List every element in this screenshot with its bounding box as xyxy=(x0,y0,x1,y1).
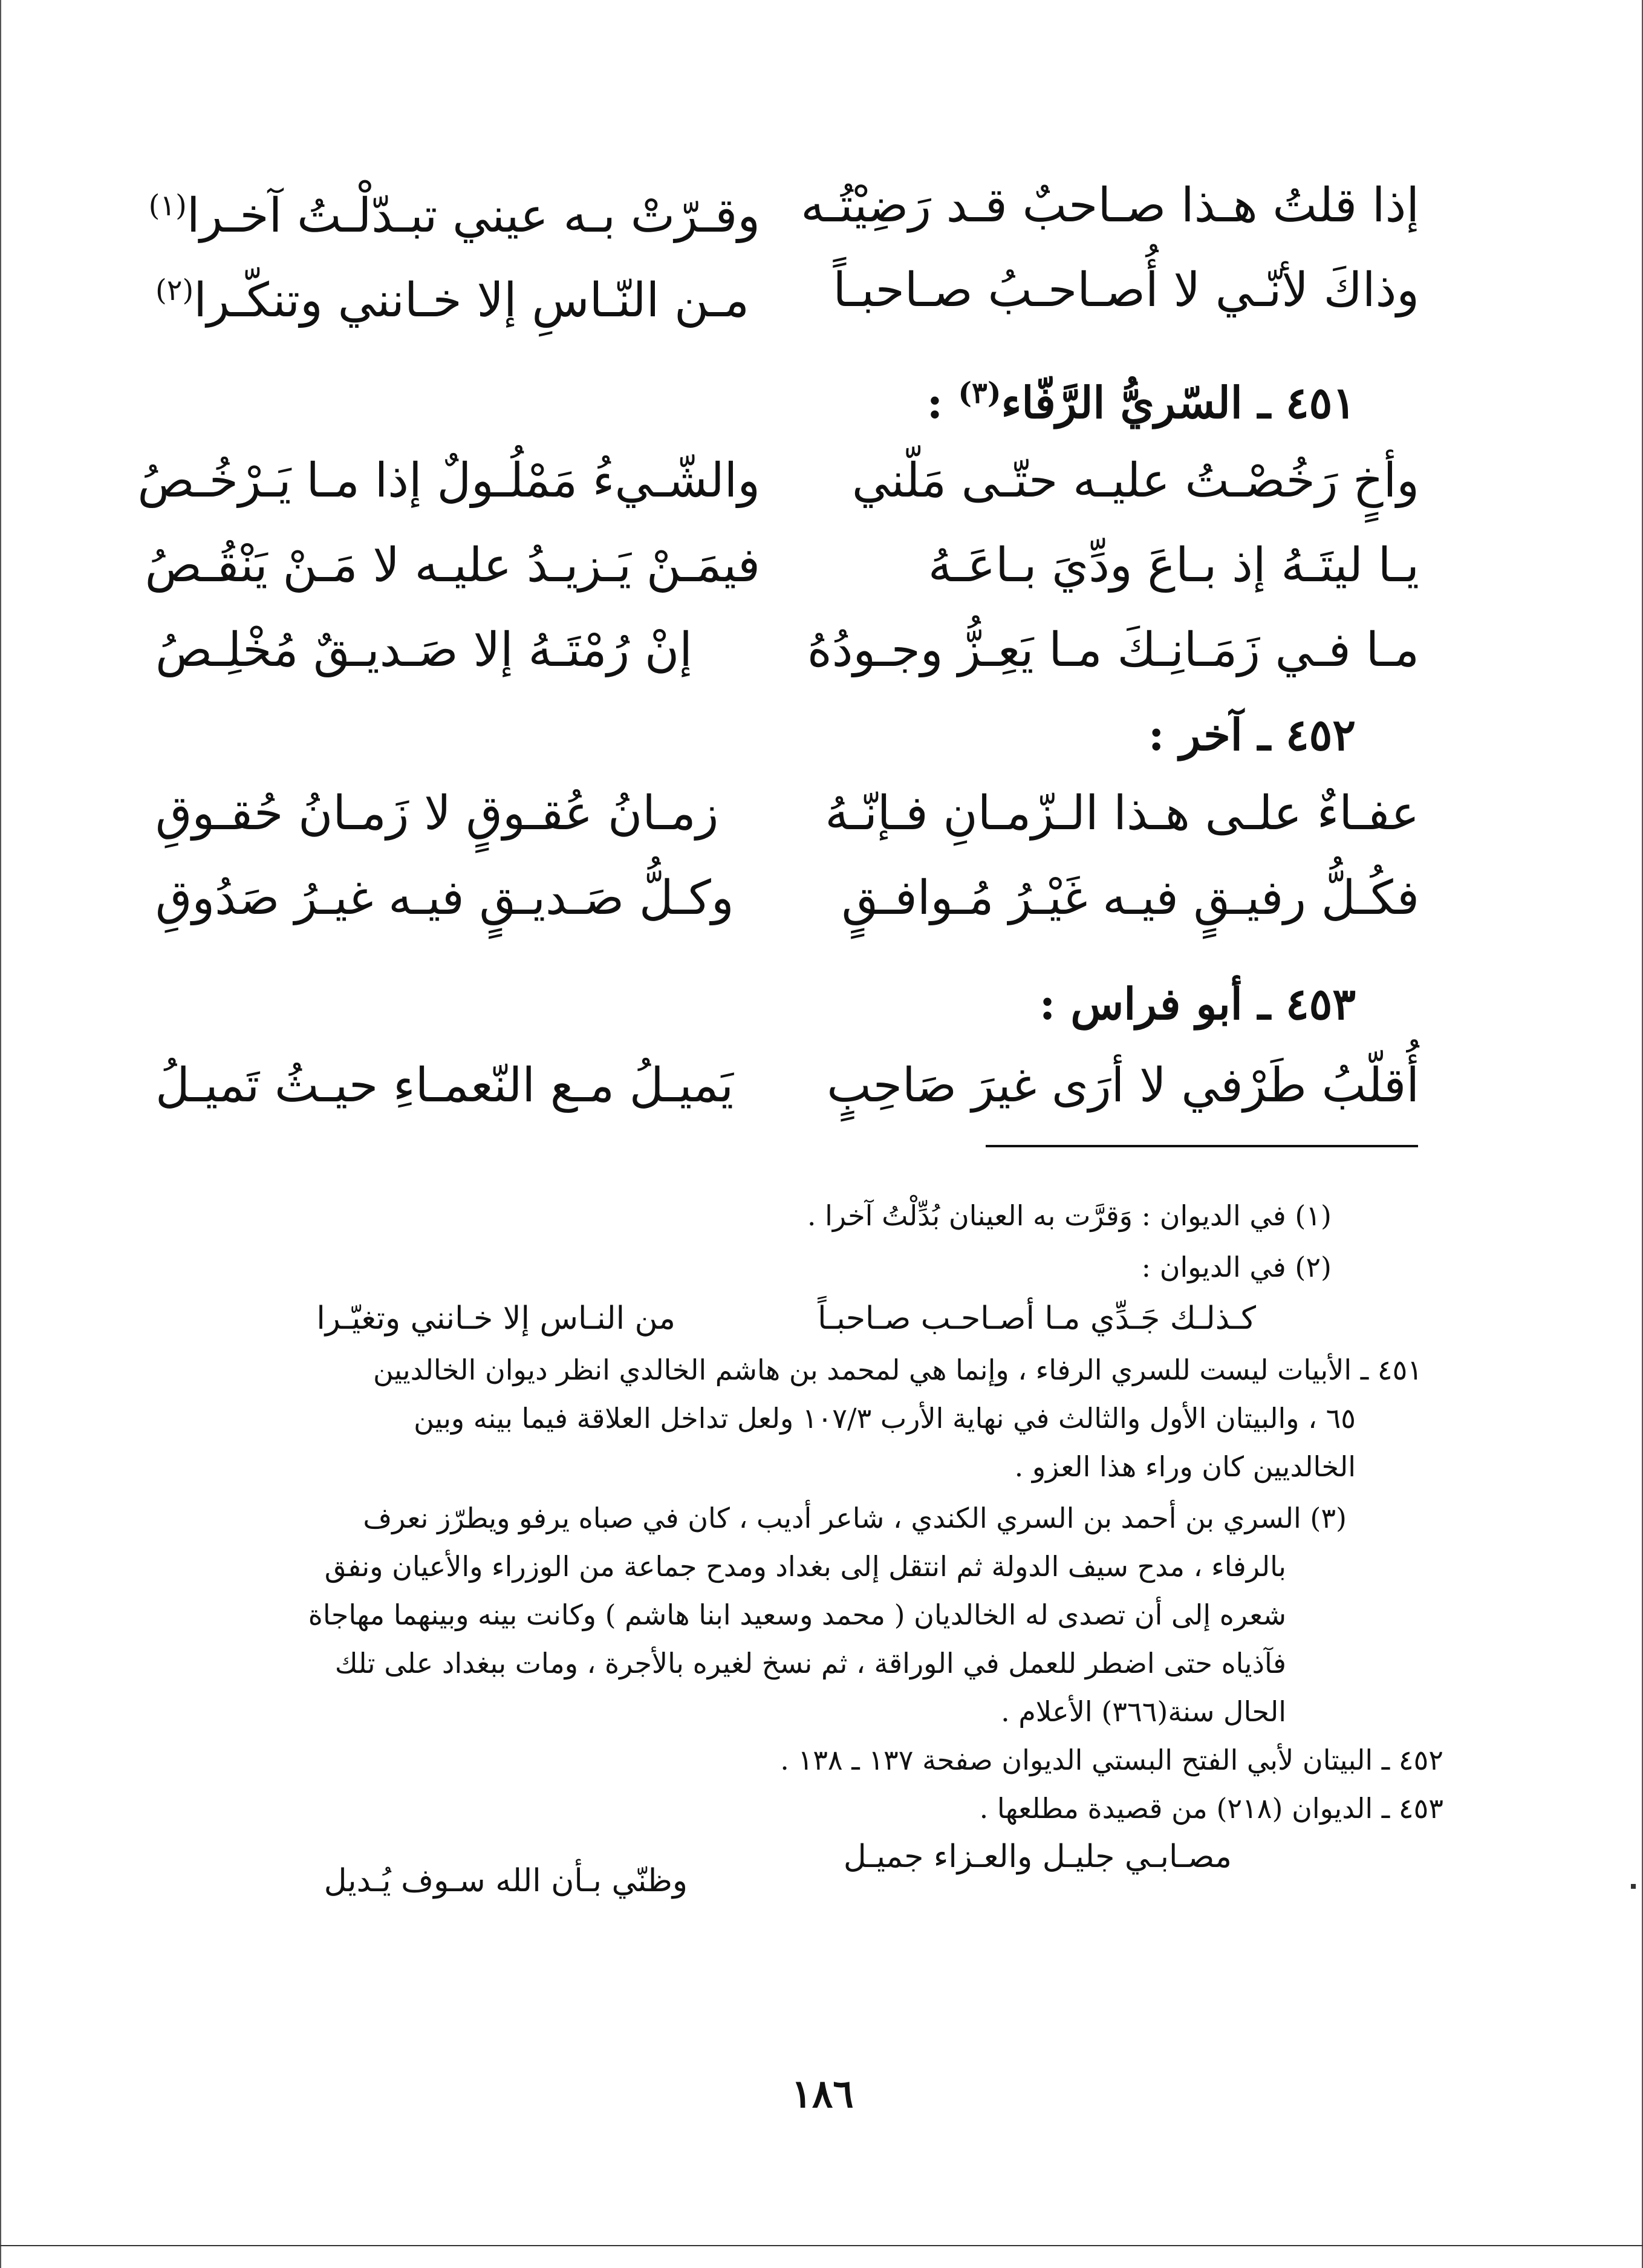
footnote-verse-second: من النـاس إلا خـانني وتغيّـرا xyxy=(316,1300,675,1337)
verse-first-hemistich: يـا ليتَـهُ إذ بـاعَ ودِّيَ بـاعَـهُ xyxy=(928,538,1419,593)
footnote-verse-first: كـذلـك جَـدِّي مـا أصـاحـب صـاحبـاً xyxy=(818,1300,1256,1337)
verse-first-hemistich: عفـاءٌ علـى هـذا الـزّمـانِ فـإنّـهُ xyxy=(825,786,1419,841)
footnote-marker: (٣) xyxy=(958,376,1001,410)
verse-second-hemistich xyxy=(155,245,760,346)
footnote-3-line: (٣) السري بن أحمد بن السري الكندي ، شاعر أديب ، كان في صباه يرفو ويطرّز نعرف xyxy=(363,1502,1347,1534)
footnote-3-line: شعره إلى أن تصدى له الخالديان ( محمد وسعيد ابنا هاشم ) وكانت بينه وبينهما مهاجاة xyxy=(308,1598,1286,1631)
verse-couplet xyxy=(155,605,1419,696)
verse-first-hemistich: مـا فـي زَمَـانِـكَ مـا يَعِـزُّ وجـودُهُ xyxy=(807,623,1419,677)
note-453: ٤٥٣ ـ الديوان (٢١٨) من قصيدة مطلعها . xyxy=(979,1792,1443,1825)
verse-first-hemistich: فكُـلُّ رفيـقٍ فيـه غَيْـرُ مُـوافـقٍ xyxy=(841,871,1419,925)
verse-first-hemistich: وذاكَ لأنّـي لا أُصـاحـبُ صـاحبـاً xyxy=(833,263,1419,318)
verse-couplet xyxy=(155,853,1419,943)
footnote-3-line: فآذياه حتى اضطر للعمل في الوراقة ، ثم نسخ لغيره بالأجرة ، ومات ببغداد على تلك xyxy=(334,1647,1286,1680)
page-number: ١٨٦ xyxy=(791,2071,854,2117)
poem-heading-451 xyxy=(927,351,1356,445)
note-452: ٤٥٢ ـ البيتان لأبي الفتح البستي الديوان صفحة ١٣٧ ـ ١٣٨ . xyxy=(780,1744,1443,1776)
footnote-3-line: الحال سنة(٣٦٦) الأعلام . xyxy=(1001,1695,1286,1728)
footnote-separator xyxy=(986,1145,1418,1147)
note-453-verse-first: مصـابـي جليـل والعـزاء جميـل xyxy=(843,1839,1232,1875)
verse-second-hemistich: وكـلُّ صَـديـقٍ فيـه غيـرُ صَدُوقِ xyxy=(155,871,734,925)
note-451-line: ٦٥ ، والبيتان الأول والثالث في نهاية الأرب ١٠٧/٣ ولعل تداخل العلاقة فيما بينه وبين xyxy=(414,1402,1356,1435)
verse-second-hemistich: زمـانُ عُقـوقٍ لا زَمـانُ حُقـوقِ xyxy=(155,786,719,841)
verse-second-hemistich: فيمَـنْ يَـزيـدُ عليـه لا مَـنْ يَنْقُـصُ xyxy=(145,538,760,593)
verse-couplet xyxy=(155,1040,1419,1131)
verse-first-hemistich: وأخٍ رَخُصْـتُ عليـه حتّـى مَلّني xyxy=(851,454,1419,508)
verse-couplet xyxy=(137,435,1419,526)
verse-second-hemistich: يَميـلُ مـع النّعمـاءِ حيـثُ تَميـلُ xyxy=(155,1058,734,1113)
footnote-marker: (١) xyxy=(148,189,187,223)
poem-heading-text: ٤٥١ ـ السّريُّ الرَّفّاء xyxy=(1001,377,1356,428)
hemistich-text: وقـرّتْ بـه عيني تبـدّلْـتُ آخـرا xyxy=(186,189,760,243)
verse-second-hemistich: والشّـيءُ مَمْلُـولٌ إذا مـا يَـرْخُـصُ xyxy=(137,454,760,508)
note-451-line: ٤٥١ ـ الأبيات ليست للسري الرفاء ، وإنما هي لمحمد بن هاشم الخالدي انظر ديوان الخالديين xyxy=(373,1354,1422,1386)
verse-couplet xyxy=(148,160,1419,251)
note-453-verse-second: وظنّي بـأن الله سـوف يُـديل xyxy=(324,1863,688,1899)
poem-heading-453: ٤٥٣ ـ أبو فراس : xyxy=(1039,978,1356,1029)
verse-first-hemistich: إذا قلتُ هـذا صـاحبٌ قـد رَضِيْتُـه xyxy=(801,178,1419,233)
poem-heading-452: ٤٥٢ ـ آخر : xyxy=(1148,709,1356,760)
footnote-3-line: بالرفاء ، مدح سيف الدولة ثم انتقل إلى بغداد ومدح جماعة من الوزراء والأعيان ونفق xyxy=(324,1550,1286,1583)
footnote-1: (١) في الديوان : وَقرَّت به العينان بُدِّلْتُ آخرا . xyxy=(807,1199,1332,1232)
hemistich-text: مـن النّـاسِ إلا خـانني وتنكّـرا xyxy=(194,273,750,328)
note-451-line: الخالديين كان وراء هذا العزو . xyxy=(1014,1450,1356,1483)
verse-couplet xyxy=(155,768,1419,859)
verse-couplet xyxy=(145,520,1419,611)
verse-first-hemistich: أُقلّبُ طَرْفي لا أرَى غيرَ صَاحِبٍ xyxy=(827,1058,1419,1113)
verse-couplet xyxy=(155,245,1419,336)
footnote-marker: (٢) xyxy=(155,273,194,307)
verse-second-hemistich: إنْ رُمْتَـهُ إلا صَـديـقٌ مُخْلِـصُ xyxy=(155,623,692,677)
poem-heading-colon: : xyxy=(926,377,958,428)
footnote-2: (٢) في الديوان : xyxy=(1141,1251,1332,1283)
